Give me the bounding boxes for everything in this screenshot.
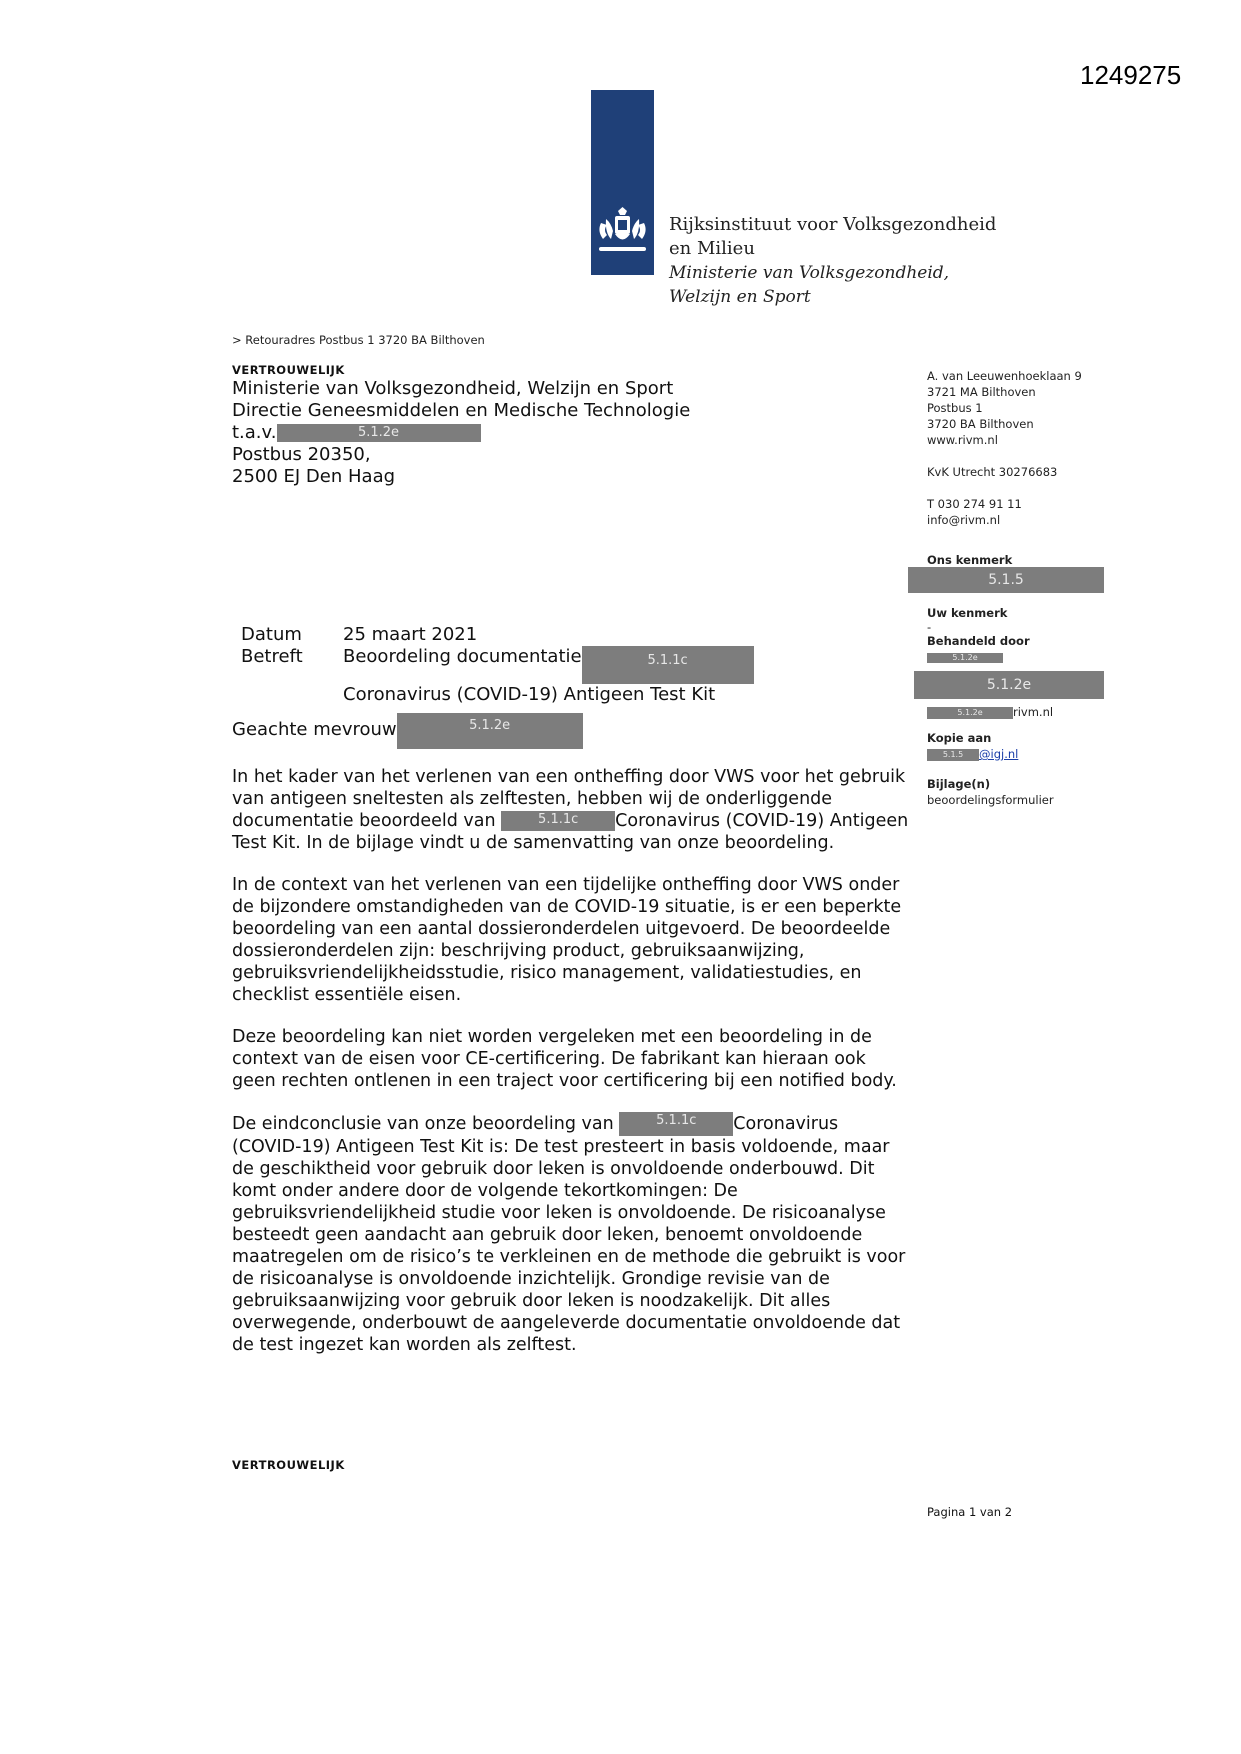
- ministry-line-1: Ministerie van Volksgezondheid,: [669, 263, 950, 283]
- paragraph-1-redaction: 5.1.1c: [501, 811, 615, 831]
- recipient-line-3: [232, 422, 690, 444]
- recipient-line-4: Postbus 20350,: [232, 444, 371, 465]
- tav-label: t.a.v.: [232, 422, 277, 443]
- uw-kenmerk-value: -: [927, 620, 932, 634]
- royal-coat-of-arms-icon: [591, 205, 654, 261]
- kopie-email-link[interactable]: @igj.nl: [979, 747, 1019, 761]
- redaction-block: 5.1.2e: [277, 424, 481, 442]
- betreft-redaction: 5.1.1c: [582, 646, 754, 684]
- org-line-1: Rijksinstituut voor Volksgezondheid: [669, 214, 997, 235]
- behandeld-email-redaction: 5.1.2e: [927, 707, 1013, 719]
- behandeld-redaction: 5.1.2e: [914, 671, 1104, 699]
- sender-phone: T 030 274 91 11: [927, 497, 1022, 511]
- page-number: Pagina 1 van 2: [927, 1505, 1013, 1519]
- sender-postbus: Postbus 1: [927, 401, 983, 415]
- sender-web: www.rivm.nl: [927, 433, 998, 447]
- kopie-label: Kopie aan: [927, 731, 992, 745]
- behandeld-small-redaction: 5.1.2e: [927, 653, 1003, 663]
- sender-street: A. van Leeuwenhoeklaan 9: [927, 369, 1082, 383]
- bijlage-value: beoordelingsformulier: [927, 793, 1054, 807]
- recipient-line-5: 2500 EJ Den Haag: [232, 466, 396, 487]
- paragraph-1: [232, 766, 912, 854]
- kopie-redaction: 5.1.5: [927, 749, 979, 761]
- behandeld-email-suffix: rivm.nl: [1013, 705, 1054, 719]
- betreft-value: Beoordeling documentatie: [343, 646, 582, 667]
- betreft-line-2: Coronavirus (COVID-19) Antigeen Test Kit: [343, 684, 716, 705]
- paragraph-3: Deze beoordeling kan niet worden vergeleken met een beoordeling in de context van de eisen voor CE-certificering. De fabrikant kan hieraan ook geen rechten ontlenen in een traject voor certificering bij een notified body.: [232, 1027, 897, 1091]
- document-number: 1249275: [1080, 60, 1182, 90]
- recipient-line-1: Ministerie van Volksgezondheid, Welzijn en Sport: [232, 378, 674, 399]
- organisation-name: [669, 213, 996, 309]
- ons-kenmerk-redaction: 5.1.5: [908, 567, 1104, 593]
- paragraph-4: [232, 1112, 912, 1356]
- return-address: > Retouradres Postbus 1 3720 BA Bilthoven: [232, 333, 485, 347]
- salutation-text: Geachte mevrouw: [232, 719, 397, 740]
- recipient-line-2: Directie Geneesmiddelen en Medische Technologie: [232, 400, 691, 421]
- sender-address: [927, 368, 1082, 528]
- paragraph-4-part-a: De eindconclusie van onze beoordeling van: [232, 1114, 614, 1134]
- footer-classification: VERTROUWELIJK: [232, 1458, 345, 1472]
- recipient-address: [232, 378, 690, 488]
- sender-city-2: 3720 BA Bilthoven: [927, 417, 1034, 431]
- paragraph-4-part-b: Coronavirus (COVID-19) Antigeen Test Kit is: De test presteert in basis voldoende, maar de geschiktheid voor gebruik door leken is onvoldoende onderbouwd. Dit komt onder andere door de volgende tekortkomingen: De gebruiksvriendelijkheid studie voor leken is onvoldoende. De risicoanalyse besteedt geen aandacht aan gebruik door leken, benoemt onvoldoende maatregelen om de risico’s te verkleinen en de methode die gebruikt is voor de risicoanalyse is onvoldoende inzichtelijk. Grondige revisie van de gebruiksaanwijzing voor gebruik door leken is noodzakelijk. Dit alles overwegende, onderbouwt de aangeleverde documentatie onvoldoende dat de test ingezet kan worden als zelftest.: [232, 1114, 906, 1355]
- behandeld-door-label: Behandeld door: [927, 634, 1030, 648]
- paragraph-4-redaction: 5.1.1c: [619, 1112, 733, 1136]
- ons-kenmerk-label: Ons kenmerk: [927, 553, 1013, 567]
- betreft-label: Betreft: [241, 646, 303, 667]
- sender-kvk: KvK Utrecht 30276683: [927, 465, 1058, 479]
- sender-email: info@rivm.nl: [927, 513, 1001, 527]
- classification-label: VERTROUWELIJK: [232, 363, 345, 377]
- letter-meta: [241, 624, 754, 706]
- paragraph-2: In de context van het verlenen van een tijdelijke ontheffing door VWS onder de bijzondere omstandigheden van de COVID-19 situatie, is er een beperkte beoordeling van een aantal dossieronderdelen uitgevoerd. De beoordeelde dossieronderdelen zijn: beschrijving product, gebruiksaanwijzing, gebruiksvriendelijkheidsstudie, risico management, validatiestudies, en checklist essentiële eisen.: [232, 875, 902, 1005]
- salutation-redaction: 5.1.2e: [397, 713, 583, 749]
- paragraph-1-part-b: Coronavirus (COVID-19) Antigeen Test Kit. In de bijlage vindt u de samenvatting van onze beoordeling.: [232, 811, 909, 853]
- datum-value: 25 maart 2021: [343, 624, 478, 645]
- sender-city-1: 3721 MA Bilthoven: [927, 385, 1036, 399]
- paragraph-1-part-a: In het kader van het verlenen van een ontheffing door VWS voor het gebruik van antigeen sneltesten als zelftesten, hebben wij de onderliggende documentatie beoordeeld van: [232, 767, 906, 831]
- letter-body: [232, 766, 912, 1376]
- ministry-line-2: Welzijn en Sport: [669, 287, 811, 307]
- reference-block: [927, 552, 1012, 568]
- bijlage-label: Bijlage(n): [927, 777, 991, 791]
- datum-label: Datum: [241, 624, 302, 645]
- salutation: [232, 713, 583, 749]
- org-line-2: en Milieu: [669, 238, 755, 259]
- uw-kenmerk-label: Uw kenmerk: [927, 606, 1008, 620]
